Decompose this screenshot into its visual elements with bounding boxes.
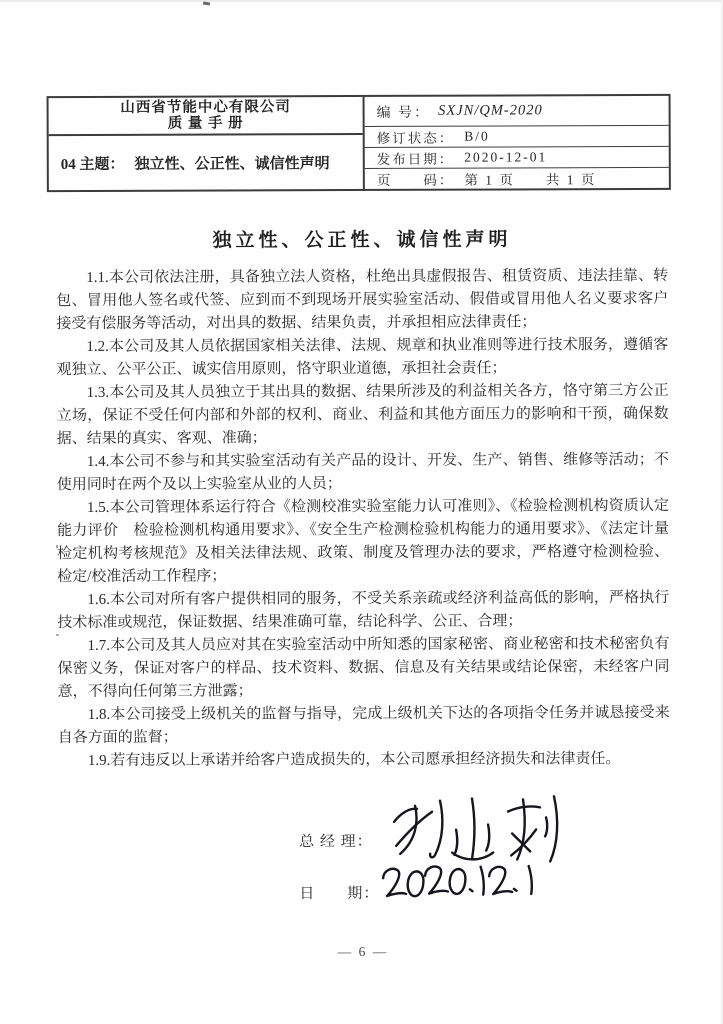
- declaration-paragraph: 1.3.本公司及其人员独立于其出具的数据、结果所涉及的利益相关各方，恪守第三方公正立场，保证不受任何内部和外部的权利、商业、利益和其他方面压力的影响和干预，确保数据、结果的真实、客观、准确；: [56, 382, 669, 448]
- document-header-table: [47, 94, 671, 192]
- subject-cell: [49, 133, 363, 190]
- doc-number-cell: [365, 96, 669, 126]
- declaration-paragraphs: [56, 265, 670, 773]
- doc-number-label: 编 号：: [376, 105, 431, 121]
- page-code-value: 第 1 页 共 1 页: [464, 172, 597, 188]
- declaration-paragraph: 1.4.本公司不参与和其实验室活动有关产品的设计、开发、生产、销售、维修等活动；不使用同时在两个及以上实验室从业的人员；: [56, 451, 669, 494]
- date-label: 日 期：: [299, 885, 380, 903]
- issue-date-label: 发布日期：: [376, 151, 455, 167]
- manual-title: 质 量 手 册: [167, 115, 244, 132]
- declaration-paragraph: 1.8.本公司接受上级机关的监督与指导，完成上级机关下达的各项指令任务并诚恳接受来自各方面的监督；: [57, 704, 670, 747]
- page-code-label: 页 码：: [376, 172, 455, 188]
- page-title: 独立性、公正性、诚信性声明: [212, 229, 512, 252]
- doc-number-value: SXJN/QM-2020: [438, 102, 543, 119]
- issue-date-value: 2020-12-01: [464, 149, 548, 165]
- declaration-paragraph: 1.6.本公司对所有客户提供相同的服务，不受关系亲疏或经济利益高低的影响，严格执行技术标准或规范，保证数据、结果准确可靠，结论科学、公正、合理；: [57, 589, 670, 632]
- company-title-cell: [49, 97, 363, 134]
- declaration-paragraph: 1.2.本公司及其人员依据国家相关法律、法规、规章和执业准则等进行技术服务，遵循客观独立、公平公正、诚实信用原则，恪守职业道德，承担社会责任；: [56, 336, 669, 379]
- subject-value: 独立性、公正性、诚信性声明: [134, 155, 330, 173]
- company-name: 山西省节能中心有限公司: [120, 99, 291, 116]
- revision-status-cell: [365, 125, 669, 147]
- issue-date-cell: [365, 146, 669, 168]
- document-body: [56, 227, 670, 773]
- scan-speck: [56, 634, 59, 636]
- scan-speck: [58, 576, 60, 578]
- subject-label: 04 主题：: [60, 156, 125, 173]
- header-right-column: [365, 96, 669, 189]
- declaration-paragraph: 1.5.本公司管理体系运行符合《检测校准实验室能力认可准则》、《检验检测机构资质认定能力评价 检验检测机构通用要求》、《安全生产检测检验机构能力的通用要求》、《法定计量检定机构考核规范》及相关法律法规、政策、制度及管理办法的要求，严格遵守检测检验、检定/校准活动工作程序；: [57, 497, 670, 586]
- handwritten-date: [378, 851, 550, 906]
- page-number: — 6 —: [337, 943, 389, 960]
- revision-label: 修订状态：: [376, 130, 455, 146]
- page-code-cell: [365, 167, 669, 189]
- general-manager-label: 总 经 理：: [299, 833, 373, 851]
- declaration-paragraph: 1.1.本公司依法注册，具备独立法人资格，杜绝出具虚假报告、租赁资质、违法挂靠、转包、冒用他人签名或代签、应到而不到现场开展实验室活动、假借或冒用他人名义要求客户接受有偿服务等活动，对出具的数据、结果负责，并承担相应法律责任；: [56, 267, 669, 333]
- header-left-column: [49, 97, 365, 190]
- declaration-paragraph: 1.9.若有违反以上承诺并给客户造成损失的，本公司愿承担经济损失和法律责任。: [87, 751, 621, 769]
- revision-value: B/0: [464, 128, 490, 144]
- declaration-paragraph: 1.7.本公司及其人员应对其在实验室活动中所知悉的国家秘密、商业秘密和技术秘密负有保密义务，保证对客户的样品、技术资料、数据、信息及有关结果或结论保密，未经客户同意，不得向任何第三方泄露；: [57, 635, 670, 701]
- scan-speck: [56, 545, 58, 548]
